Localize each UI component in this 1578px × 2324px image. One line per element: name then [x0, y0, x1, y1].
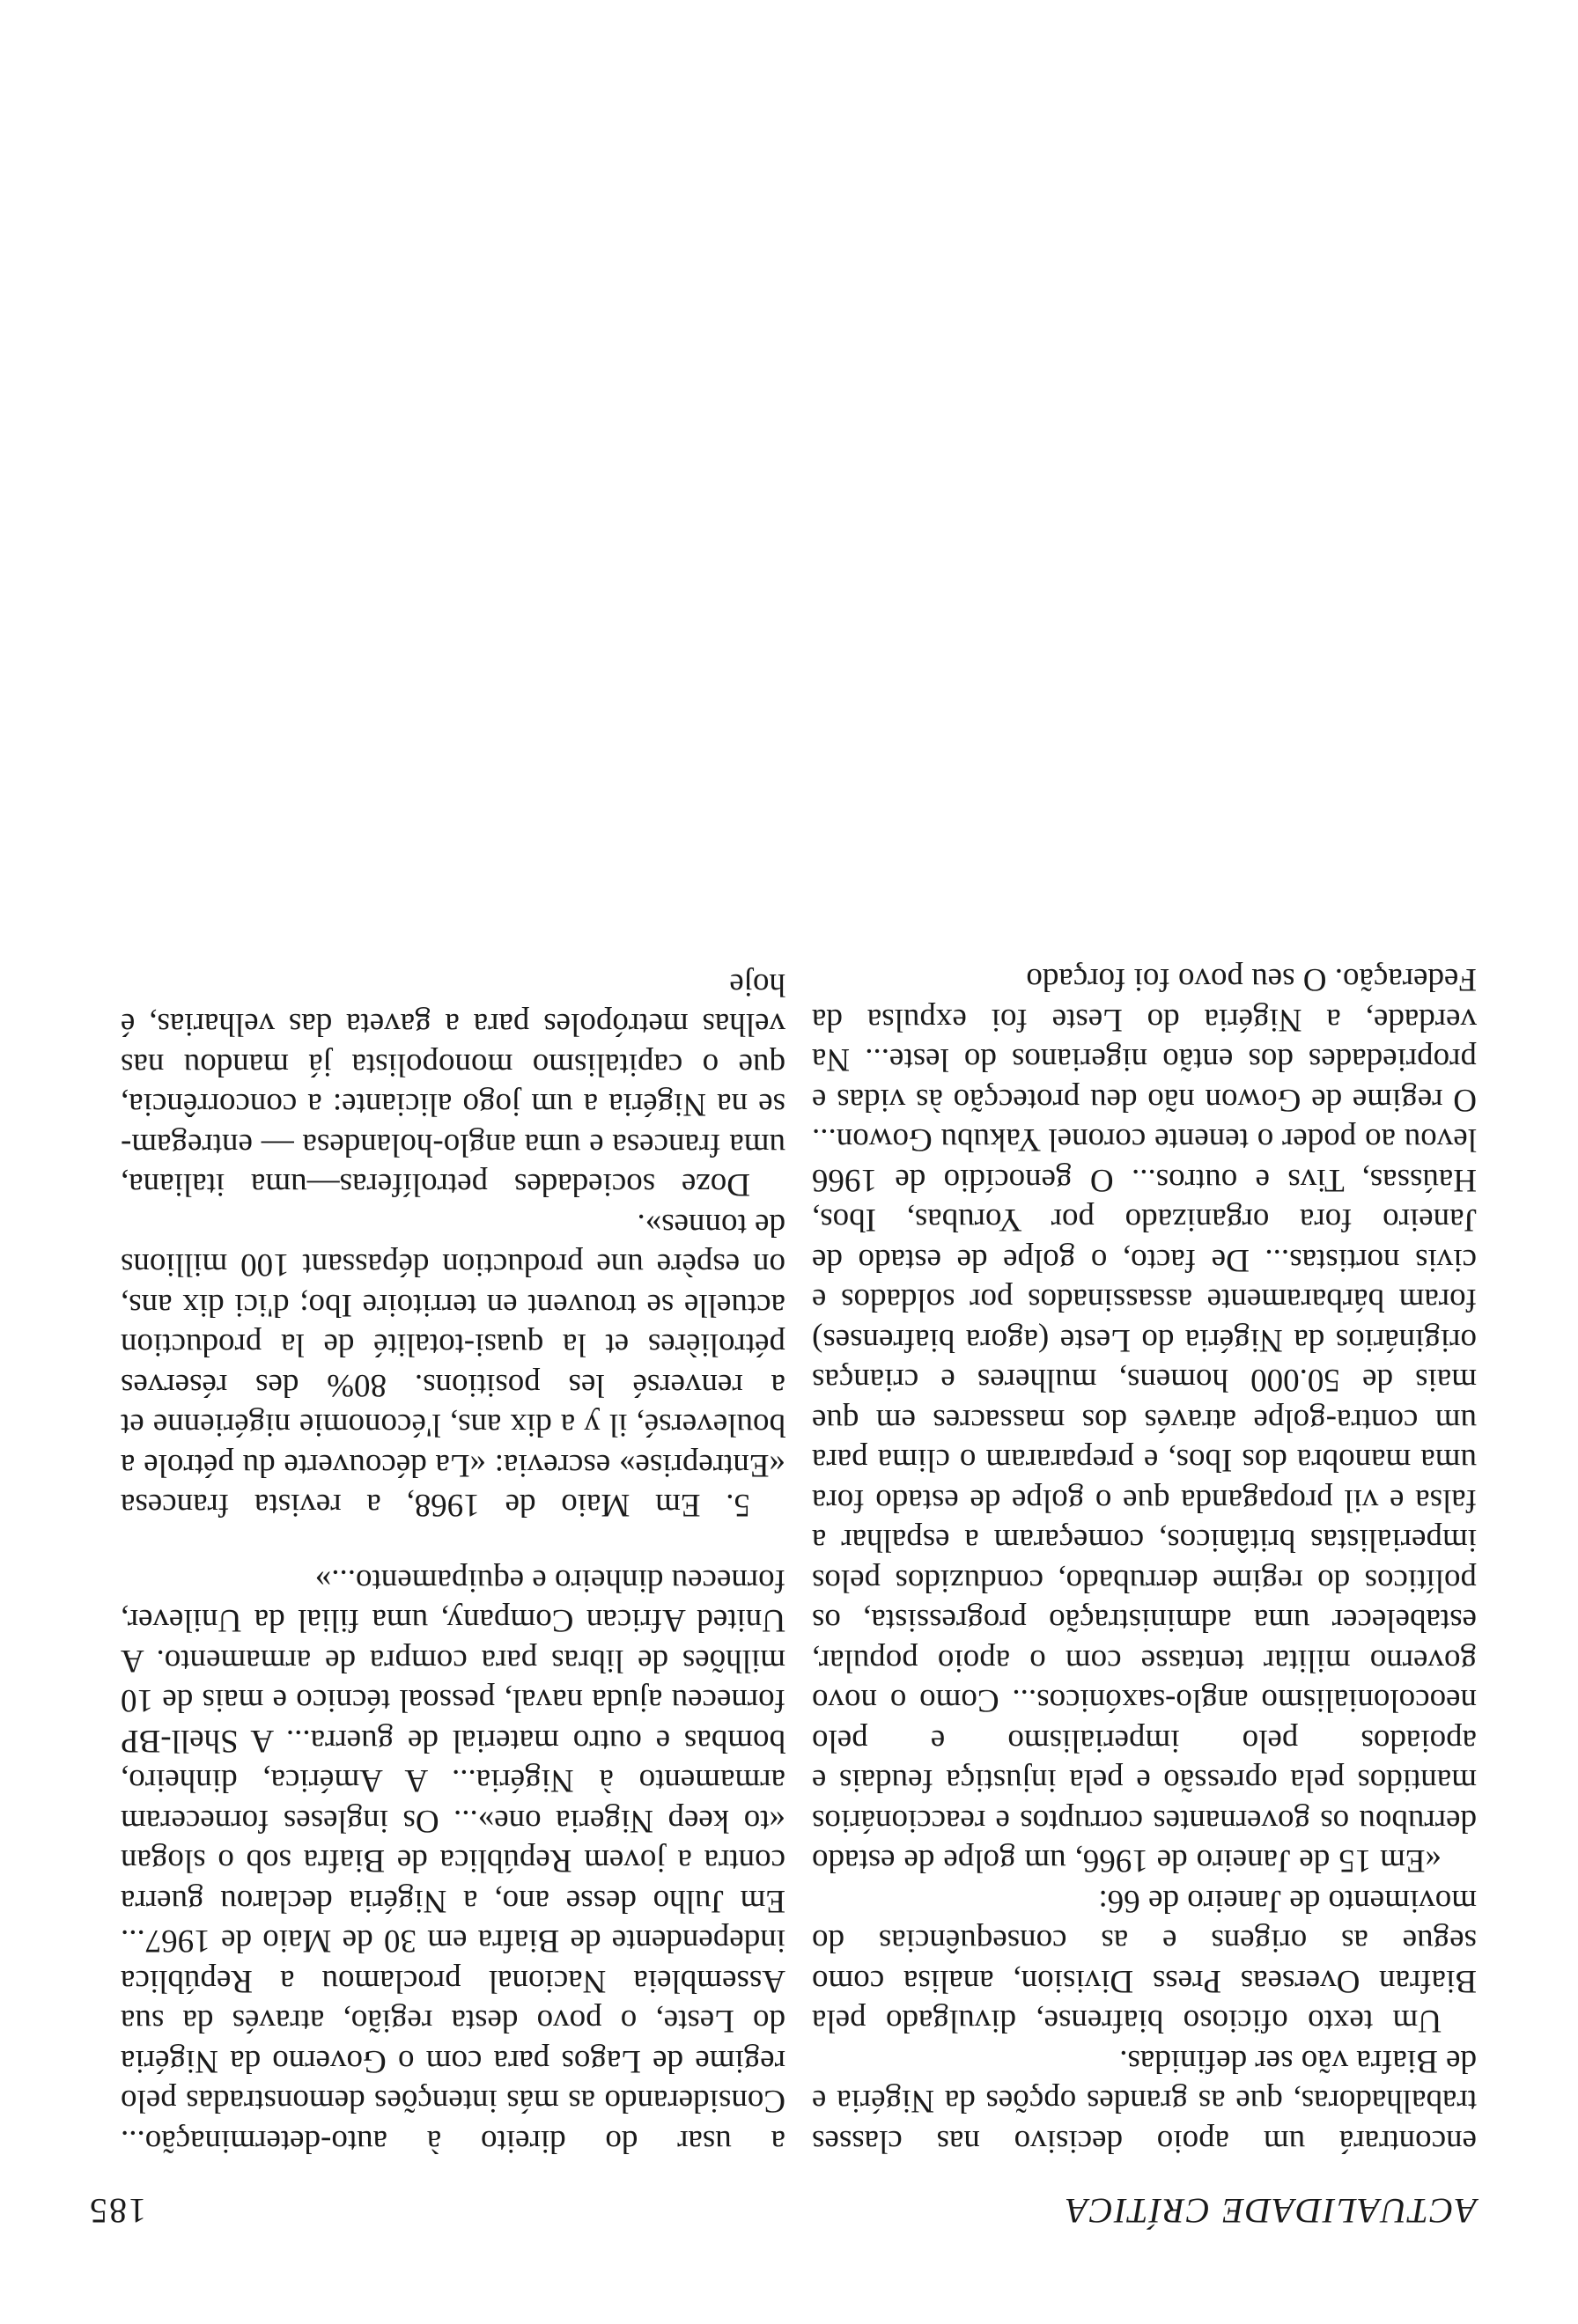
right-column	[121, 965, 785, 2162]
paragraph-oil-companies: Doze sociedades petrolíferas—uma italiana, uma francesa e uma anglo-holandesa — entregam-se na Nigéria a um jogo aliciante: a concorrência, que o capitalismo monopolista já mandou nas velhas metrópoles para a gaveta das velharias, é hoje	[121, 967, 785, 1203]
page-number: 185	[88, 2191, 146, 2231]
paragraph-biafran-press: Um texto oficioso biafrense, divulgado pela Biafran Overseas Press Division, analisa como segue as origens e as consequências do movimento de Janeiro de 66:	[812, 1883, 1477, 2040]
left-column	[812, 960, 1477, 2161]
paragraph-quote-continuation: a usar do direito à auto-determinação... Considerando as más intenções demonstradas pelo regime de Lagos para com o Governo da Nigéria do Leste, o povo desta região, através da sua Assembleia Nacional proclamou a República independente de Biafra em 30 de Maio de 1967... Em Julho desse ano, a Nigéria declarou guerra contra a jovem República de Biafra sob o slogan «to keep Nigeria one»... Os ingleses forneceram armamento à Nigéria... A América, dinheiro, bombas e outro material de guerra... A Shell-BP forneceu ajuda naval, pessoal técnico e mais de 10 milhões de libras para compra de armamento. A United African Company, uma filial da Unilever, forneceu dinheiro e equipamento...»	[121, 1563, 785, 2159]
paragraph-quote-january-1966: «Em 15 de Janeiro de 1966, um golpe de estado derrubou os governantes corruptos e reaccionários mantidos pela opressão e pela injustiça feudais e apoiados pelo imperialismo e pelo neocolonialismo anglo-saxónicos... Como o novo governo militar tentasse com o apoio popular, estabelecer uma administração progressista, os políticos do regime derrubado, conduzidos pelos imperialistas britânicos, começaram a espalhar a falsa e vil propaganda que o golpe de estado fora uma manobra dos Ibos, e prepararam o clima para um contra-golpe através dos massacres em que mais de 50.000 homens, mulheres e crianças originários da Nigéria do Leste (agora biafrenses) foram bárbaramente assassinados por soldados e civis nortistas... De facto, o golpe de estado de Janeiro fora organizado por Yorubas, Ibos, Haússas, Tivs e outros... O genocídio de 1966 levou ao poder o tenente coronel Yakubu Gowon... O regime de Gowon não deu protecção às vidas e propriedades dos então nigerianos do leste... Na verdade, a Nigéria do Leste foi expulsa da Federação. O seu povo foi forçado	[812, 961, 1477, 1879]
paragraph-continuation: encontrará um apoio decisivo nas classes trabalhadoras, que as grandes opções da Nigéria e de Biafra vão ser definidas.	[812, 2043, 1477, 2159]
page-header	[88, 2190, 1477, 2243]
paragraph-entreprise-1968: 5. Em Maio de 1968, a revista francesa «Entreprise» escrevia: «La découverte du pétrole a bouleversé, il y a dix ans, l'économie nigérienne et a renversé les positions. 80% des réserves pétrolières et la quasi-totalité de la production actuelle se trouvent en territoire Ibo; d'ici dix ans, on espère une production dépassant 100 millions de tonnes».	[121, 1207, 785, 1524]
running-title: ACTUALIDADE CRÍTICA	[1065, 2191, 1477, 2231]
